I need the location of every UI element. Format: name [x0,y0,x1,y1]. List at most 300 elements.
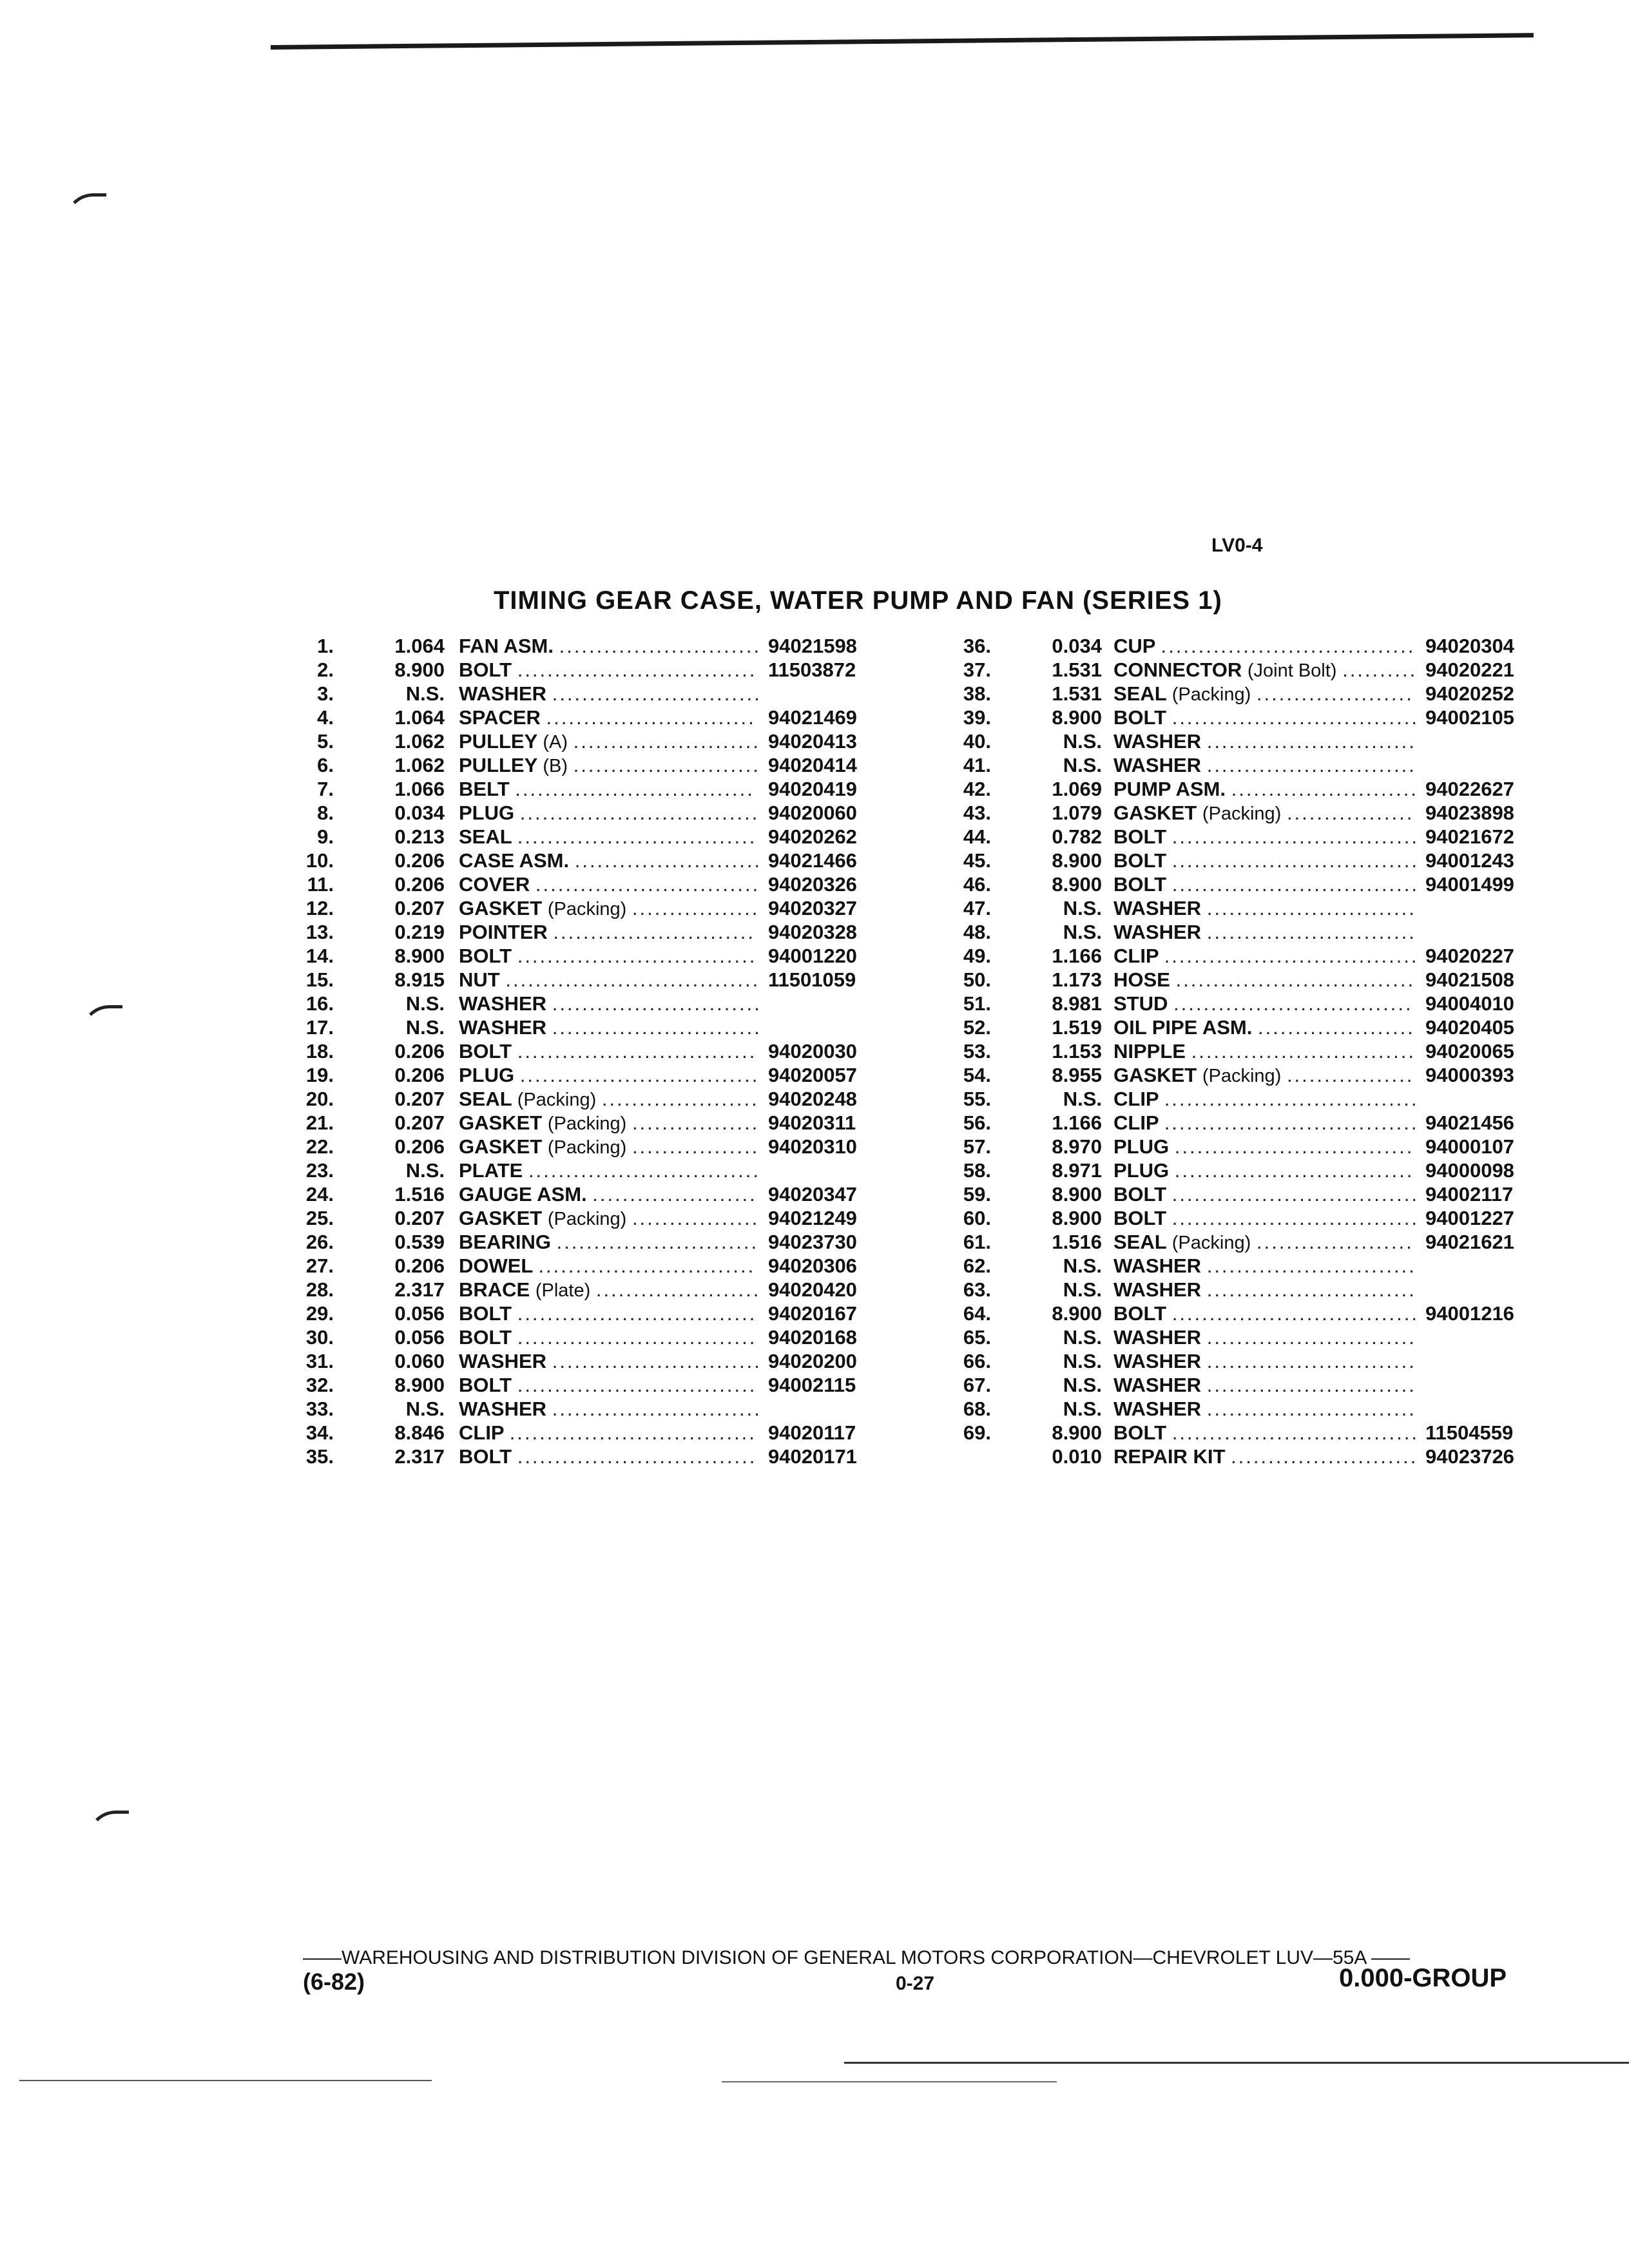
group-number: 0.206 [394,1064,445,1086]
parts-row [284,682,928,706]
leader-dots: ................................ [1174,1159,1414,1182]
part-name: BOLT [459,1374,512,1396]
leader-dots: ................. [631,1135,760,1158]
part-name: GASKET [459,897,543,919]
parts-list-left [284,635,928,1469]
parts-row [284,1088,928,1111]
part-name: GAUGE ASM. [459,1183,587,1206]
part-description [459,1350,762,1373]
group-number: 8.900 [394,658,445,681]
group-number: 8.900 [1052,706,1102,729]
part-description [459,1040,757,1063]
group-number: 0.206 [394,1254,445,1277]
part-name: WASHER [1113,730,1202,753]
item-number: 69. [963,1421,991,1444]
part-number: 94020414 [768,754,857,776]
part-description [1113,1111,1419,1135]
part-description [1113,1302,1419,1325]
part-description [1113,945,1419,968]
parts-row [284,1016,928,1040]
part-name: SEAL [1113,682,1167,705]
parts-row [941,1183,1585,1207]
parts-row [941,802,1585,825]
part-description [1113,1040,1416,1063]
part-name: PULLEY [459,754,537,776]
part-name: PLUG [1113,1159,1170,1182]
part-name: CASE ASM. [459,849,570,872]
part-description [459,802,759,825]
part-description [459,1207,759,1230]
part-name: WASHER [1113,1398,1202,1420]
parts-row [941,778,1585,802]
part-number: 94020252 [1425,682,1514,705]
item-number: 56. [963,1111,991,1134]
part-number: 94001216 [1425,1302,1514,1325]
group-number: N.S. [1063,754,1102,776]
leader-dots: ..................... [601,1088,759,1110]
group-number: 8.900 [1052,1421,1102,1444]
item-number: 33. [305,1398,334,1420]
leader-dots: ............................ [546,706,756,729]
group-number: N.S. [405,1016,445,1039]
leader-dots: ............................ [552,1350,762,1372]
group-number: N.S. [1063,1326,1102,1349]
leader-dots: ................................ [517,1326,757,1349]
group-number: 0.206 [394,873,445,896]
group-number: 8.955 [1052,1064,1102,1086]
part-number: 94020171 [768,1445,857,1468]
parts-row [284,706,928,730]
item-number: 35. [305,1445,334,1468]
part-name: CLIP [1113,1088,1159,1110]
part-description [1113,1231,1414,1254]
parts-row [941,1421,1585,1445]
part-description [1113,635,1415,658]
part-description [459,1398,762,1421]
part-name: CLIP [1113,1111,1159,1134]
part-description [459,1088,759,1111]
group-number: 1.079 [1052,802,1102,824]
group-number: N.S. [405,1159,445,1182]
part-description [459,1016,762,1039]
part-name: WASHER [1113,897,1202,919]
group-number: 8.900 [1052,873,1102,896]
part-description [1113,968,1415,992]
item-number: 5. [317,730,334,753]
leader-dots: ........................... [559,635,762,657]
parts-row [284,1374,928,1398]
group-number: 8.915 [394,968,445,991]
item-number: 68. [963,1398,991,1420]
group-number: 1.166 [1052,1111,1102,1134]
part-name: WASHER [1113,1278,1202,1301]
group-number: 0.010 [1052,1445,1102,1468]
part-number: 94001227 [1425,1207,1514,1229]
parts-row [284,1183,928,1207]
part-description [459,1231,758,1254]
parts-row [284,635,928,658]
parts-row [941,1350,1585,1374]
item-number: 13. [305,921,334,943]
item-number: 16. [305,992,334,1015]
part-name: BOLT [459,1445,512,1468]
part-name: BOLT [1113,849,1167,872]
leader-dots: ............................ [1206,730,1416,753]
item-number: 59. [963,1183,991,1206]
part-description [459,754,760,777]
part-name: SEAL [459,825,512,848]
item-number: 49. [963,945,991,967]
group-number: 1.066 [394,778,445,800]
part-name: GASKET [1113,1064,1197,1086]
part-name: BOLT [1113,1302,1167,1325]
part-name: PLUG [1113,1135,1170,1158]
part-name: DOWEL [459,1254,533,1277]
part-number: 94022627 [1425,778,1514,800]
footer-date: (6-82) [303,1968,365,1995]
item-number: 30. [305,1326,334,1349]
parts-row [284,730,928,754]
parts-row [941,1040,1585,1064]
part-description [1113,1159,1414,1182]
part-number: 94001243 [1425,849,1514,872]
part-description [459,945,757,968]
item-number: 62. [963,1254,991,1277]
part-number: 94020168 [768,1326,857,1349]
part-number: 94020328 [768,921,857,943]
part-description [459,706,756,729]
part-name: BOLT [1113,1421,1167,1444]
group-number: 0.206 [394,1135,445,1158]
leader-dots: .............................. [1191,1040,1416,1062]
item-number: 36. [963,635,991,657]
leader-dots: ................................ [1173,992,1413,1015]
part-description [1113,682,1414,706]
part-name: NUT [459,968,500,991]
group-number: 1.519 [1052,1016,1102,1039]
item-number: 65. [963,1326,991,1349]
group-number: 1.166 [1052,945,1102,967]
group-number: 0.056 [394,1326,445,1349]
parts-row [941,1111,1585,1135]
binder-mark [64,193,106,222]
leader-dots: ............................ [1206,754,1416,776]
part-description [459,658,757,682]
leader-dots: ........................... [553,921,755,943]
part-note: (A) [543,732,568,753]
leader-dots: ................. [1286,1064,1414,1086]
leader-dots: ............................ [552,682,762,705]
leader-dots: ................................ [517,1302,757,1325]
part-description [459,682,762,706]
footer-group: 0.000-GROUP [1339,1964,1507,1992]
part-description [1113,992,1413,1015]
leader-dots: ............................. [538,1254,756,1277]
parts-row [941,921,1585,945]
parts-row [941,849,1585,873]
group-number: 0.207 [394,897,445,919]
parts-row [941,1254,1585,1278]
item-number: 29. [305,1302,334,1325]
leader-dots: ............................ [1206,921,1416,943]
page-title: TIMING GEAR CASE, WATER PUMP AND FAN (SERIES 1) [494,586,1222,615]
group-number: 1.064 [394,635,445,657]
item-number: 25. [305,1207,334,1229]
parts-row [284,1326,928,1350]
group-number: 1.516 [1052,1231,1102,1253]
parts-row [941,682,1585,706]
part-number: 94020306 [768,1254,857,1277]
part-name: WASHER [459,1398,547,1420]
group-number: 0.056 [394,1302,445,1325]
part-name: BOLT [459,658,512,681]
leader-dots: ................................. [1171,1207,1419,1229]
part-name: WASHER [1113,1374,1202,1396]
leader-dots: ................................. [1171,849,1419,872]
part-description [1113,778,1418,801]
part-note: (B) [543,756,568,776]
footer-page-number: 0-27 [896,1973,935,1994]
part-number: 94021466 [768,849,857,872]
leader-dots: ......................... [573,730,760,753]
part-name: WASHER [1113,1326,1202,1349]
leader-dots: ................. [631,1111,760,1134]
leader-dots: ......................... [1231,778,1418,800]
item-number: 67. [963,1374,991,1396]
group-number: N.S. [405,682,445,705]
leader-dots: .............................. [535,873,760,896]
part-number: 94020227 [1425,945,1514,967]
group-number: N.S. [405,1398,445,1420]
part-name: GASKET [459,1135,543,1158]
part-note: (Packing) [1171,684,1251,705]
part-name: FAN ASM. [459,635,554,657]
parts-row [941,635,1585,658]
parts-row [941,1231,1585,1254]
part-description [1113,1064,1414,1087]
parts-row [284,1159,928,1183]
leader-dots: ................. [1286,802,1414,824]
part-description [459,1064,759,1087]
part-note: (Packing) [547,1113,627,1134]
item-number: 37. [963,658,991,681]
parts-row [284,1111,928,1135]
part-description [1113,873,1419,896]
part-note: (Packing) [517,1090,597,1110]
item-number: 55. [963,1088,991,1110]
footer-division-line: ——WAREHOUSING AND DISTRIBUTION DIVISION OF GENERAL MOTORS CORPORATION—CHEVROLET LUV—55A —— [303,1947,1411,1968]
part-note: (Packing) [547,1137,627,1158]
part-description [1113,730,1416,753]
part-note: (Packing) [547,899,627,919]
parts-row [284,1350,928,1374]
leader-dots: ................................ [1174,1135,1414,1158]
parts-row [284,1135,928,1159]
part-name: PLATE [459,1159,523,1182]
parts-row [284,968,928,992]
part-name: SPACER [459,706,541,729]
part-description [1113,754,1416,777]
leader-dots: ................................ [517,658,757,681]
part-description [1113,1088,1419,1111]
parts-row [284,1445,928,1469]
part-description [459,849,762,872]
part-name: CUP [1113,635,1155,657]
part-name: GASKET [459,1111,543,1134]
item-number: 39. [963,706,991,729]
item-number: 26. [305,1231,334,1253]
group-number: N.S. [1063,1374,1102,1396]
part-note: (Packing) [1202,803,1282,824]
leader-dots: ................................. [1171,1183,1419,1206]
part-description [1113,1326,1416,1349]
part-description [1113,849,1419,872]
part-number: 94002115 [768,1374,856,1396]
part-name: REPAIR KIT [1113,1445,1226,1468]
group-number: 0.207 [394,1207,445,1229]
group-number: 0.207 [394,1088,445,1110]
leader-dots: .................................. [1164,1088,1419,1110]
part-description [1113,1278,1416,1302]
part-number: 94021469 [768,706,857,729]
group-number: 2.317 [394,1278,445,1301]
parts-row [941,754,1585,778]
part-number: 94020200 [768,1350,857,1372]
leader-dots: .................................. [1164,1111,1419,1134]
item-number: 64. [963,1302,991,1325]
leader-dots: ................................. [1171,706,1419,729]
parts-row [941,1374,1585,1398]
parts-row [284,1254,928,1278]
group-number: N.S. [1063,1254,1102,1277]
parts-row [284,1231,928,1254]
part-number: 94002117 [1425,1183,1514,1206]
group-number: N.S. [1063,921,1102,943]
part-note: (Packing) [547,1209,627,1229]
item-number: 54. [963,1064,991,1086]
part-name: BOLT [1113,825,1167,848]
item-number: 3. [317,682,334,705]
part-name: BOLT [1113,873,1167,896]
item-number: 32. [305,1374,334,1396]
part-description [459,921,755,944]
leader-dots: ................................ [517,1445,757,1468]
bottom-rule [844,2062,1629,2064]
top-rule [271,33,1534,50]
part-description [459,873,760,896]
parts-row [284,921,928,945]
part-number: 11504559 [1425,1421,1514,1444]
group-number: 0.213 [394,825,445,848]
part-description [1113,1207,1419,1230]
part-number: 94020221 [1425,658,1514,681]
group-number: 1.531 [1052,658,1102,681]
leader-dots: ............................ [1206,1254,1416,1277]
leader-dots: ............................ [1206,1350,1416,1372]
leader-dots: ................................ [517,825,757,848]
item-number: 61. [963,1231,991,1253]
group-number: 8.900 [394,945,445,967]
item-number: 48. [963,921,991,943]
item-number: 47. [963,897,991,919]
part-number: 94021249 [768,1207,857,1229]
leader-dots: ............................ [552,1016,762,1039]
part-number: 94020420 [768,1278,857,1301]
part-name: WASHER [459,1350,547,1372]
item-number: 2. [317,658,334,681]
item-number: 31. [305,1350,334,1372]
leader-dots: ............................ [1206,1326,1416,1349]
leader-dots: .................................. [1164,945,1419,967]
item-number: 6. [317,754,334,776]
parts-row [941,992,1585,1016]
part-description [1113,1445,1418,1468]
item-number: 28. [305,1278,334,1301]
item-number: 11. [307,873,334,896]
part-name: BRACE [459,1278,530,1301]
group-number: 0.034 [1052,635,1102,657]
part-note: (Packing) [1171,1233,1251,1253]
parts-row [284,658,928,682]
parts-row [284,1207,928,1231]
leader-dots: ........................... [556,1231,759,1253]
part-description [1113,921,1416,944]
item-number: 15. [305,968,334,991]
leader-dots: ................................ [517,1040,757,1062]
item-number: 63. [963,1278,991,1301]
parts-row [941,1445,1585,1469]
part-description [459,992,762,1015]
part-name: WASHER [459,1016,547,1039]
group-number: 8.981 [1052,992,1102,1015]
leader-dots: ............................ [552,1398,762,1420]
item-number: 21. [305,1111,334,1134]
binder-mark [81,1005,122,1034]
leader-dots: ................................ [519,802,760,824]
part-description [1113,1135,1414,1158]
item-number: 38. [963,682,991,705]
part-note: (Plate) [535,1280,591,1301]
leader-dots: ..................... [1256,1231,1414,1253]
part-name: WASHER [459,992,547,1015]
leader-dots: ................................. [1171,1302,1419,1325]
part-number: 94023726 [1425,1445,1514,1468]
group-number: 1.062 [394,730,445,753]
parts-row [284,945,928,968]
leader-dots: ................................ [1175,968,1416,991]
part-number: 94001499 [1425,873,1514,896]
part-name: PLUG [459,1064,515,1086]
part-number: 94020167 [768,1302,857,1325]
parts-row [941,1064,1585,1088]
group-number: 2.317 [394,1445,445,1468]
item-number: 50. [963,968,991,991]
part-number: 94020057 [768,1064,857,1086]
part-description [459,825,757,849]
part-description [1113,1350,1416,1373]
item-number: 19. [305,1064,334,1086]
parts-row [941,1278,1585,1302]
part-name: BOLT [459,1040,512,1062]
part-description [1113,658,1417,682]
group-number: 0.219 [394,921,445,943]
item-number: 43. [963,802,991,824]
part-number: 94020248 [768,1088,857,1110]
item-number: 18. [305,1040,334,1062]
parts-row [284,1040,928,1064]
part-number: 94020262 [768,825,857,848]
group-number: 1.153 [1052,1040,1102,1062]
